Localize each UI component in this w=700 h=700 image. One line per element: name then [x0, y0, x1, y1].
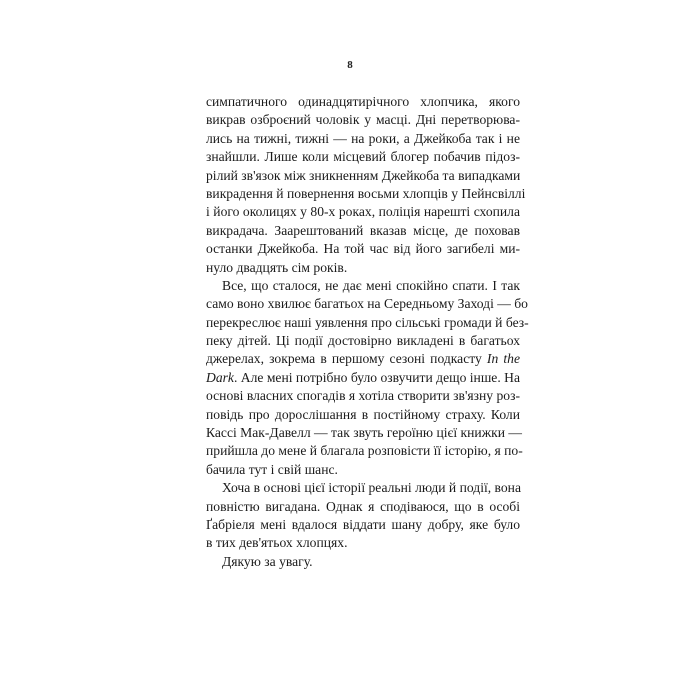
italic-text: Dark — [206, 369, 234, 385]
line-text: знайшли. Лише коли місцевий блогер побачив підоз- — [206, 149, 520, 165]
text-line — [206, 332, 520, 350]
line-text: повністю вигадана. Однак я сподіваюся, що в особі — [206, 498, 520, 514]
text-line — [206, 424, 520, 442]
text-line — [206, 222, 520, 240]
text-line — [206, 314, 529, 332]
text-line — [206, 461, 520, 479]
text-line — [206, 111, 520, 129]
text-line — [206, 93, 520, 111]
text-line — [206, 277, 520, 295]
line-text: симпатичного одинадцятирічного хлопчика, якого — [206, 94, 520, 109]
text-line — [206, 534, 520, 552]
text-line — [206, 167, 520, 185]
line-text: . Але мені потрібно було озвучити дещо інше. На — [233, 369, 520, 385]
text-line — [206, 479, 520, 497]
page-number: 8 — [347, 59, 353, 71]
text-line — [206, 130, 520, 148]
line-text: прийшла до мене й благала розповісти її історію, я по- — [206, 443, 523, 459]
line-text: рілий зв'язок між зникненням Джейкоба та випадками — [206, 167, 521, 183]
line-text: пеку дітей. Ці події достовірно викладені в багатьох — [206, 333, 520, 349]
line-text: лись на тижні, тижні — на роки, а Джейкоба так і не — [206, 130, 520, 146]
line-text: основі власних спогадів я хотіла створити зв'язну роз- — [206, 388, 520, 404]
text-line — [206, 553, 520, 571]
line-text: викрадення й повернення восьми хлопців у Пейнсвіллі — [206, 185, 526, 201]
text-line — [206, 442, 523, 460]
line-text: бачила тут і свій шанс. — [206, 461, 338, 477]
line-text: Хоча в основі цієї історії реальні люди й події, вона — [222, 480, 521, 496]
line-text: Дякую за увагу. — [222, 553, 313, 569]
text-line — [206, 498, 520, 516]
line-text: перекреслює наші уявлення про сільські громади й без- — [206, 314, 529, 330]
line-text: нуло двадцять сім років. — [206, 259, 348, 275]
text-line — [206, 350, 520, 368]
text-line — [206, 240, 520, 258]
text-line — [206, 185, 526, 203]
text-line — [206, 516, 520, 534]
italic-text: In the — [486, 351, 520, 367]
line-text: останки Джейкоба. На той час від його загибелі ми- — [206, 241, 520, 257]
line-text: повідь про дорослішання в постійному страху. Коли — [206, 406, 520, 422]
line-text: викрав озброєний чоловік у масці. Дні перетворюва- — [206, 112, 520, 128]
text-line — [206, 387, 520, 405]
body-text — [206, 93, 529, 571]
text-line — [206, 295, 528, 313]
text-line — [206, 259, 520, 277]
line-text: в тих дев'ятьох хлопцях. — [206, 535, 348, 551]
line-text: Кассі Мак-Давелл — так звуть героїню цієї книжки — — [206, 425, 522, 441]
text-line — [206, 406, 520, 424]
text-line — [206, 369, 520, 387]
line-text: Ґабріеля мені вдалося віддати шану добру, яке було — [206, 516, 520, 532]
text-line — [206, 203, 520, 221]
line-text: і його околицях у 80-х роках, поліція нарешті схопила — [206, 204, 520, 220]
text-line — [206, 148, 520, 166]
line-text: само воно хвилює багатьох на Середньому Заході — бо — [206, 296, 528, 312]
line-text: Все, що сталося, не дає мені спокійно спати. І так — [222, 277, 520, 293]
line-text: викрадача. Заарештований вказав місце, де поховав — [206, 222, 520, 238]
line-text: джерелах, зокрема в першому сезоні подкасту — [206, 351, 487, 367]
